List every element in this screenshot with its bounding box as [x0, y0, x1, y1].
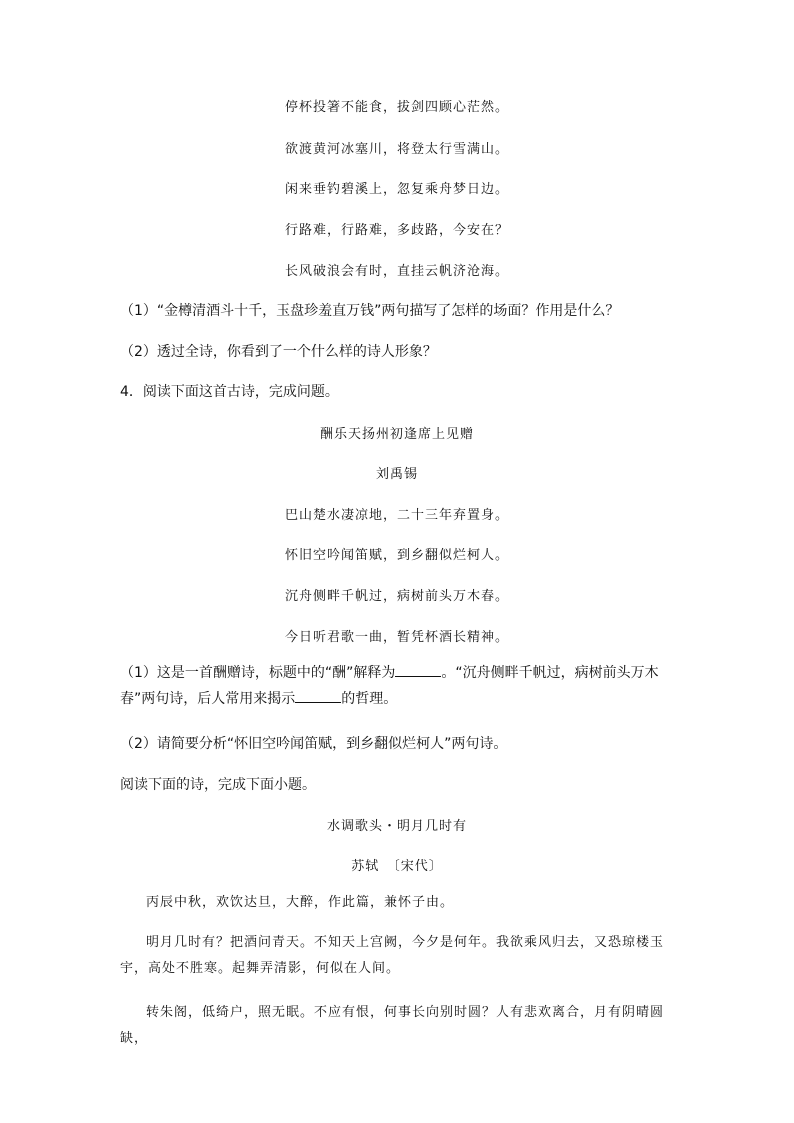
poem-line: 长风破浪会有时，直挂云帆济沧海。: [284, 264, 509, 279]
poem-line: 沉舟侧畔千帆过，病树前头万木春。: [284, 589, 509, 604]
poem-paragraph: 明月几时有？把酒问青天。不知天上宫阙，今夕是何年。我欲乘风归去，又恐琼楼玉宇，高处不胜寒。起舞弄清影，何似在人间。: [120, 935, 665, 976]
poem-title: 水调歌头・明月几时有: [326, 819, 467, 834]
poem-author: 苏轼 〔宋代〕: [351, 859, 443, 874]
question-4-1: （1）这是一首酬赠诗，标题中的“酬”解释为 。“沉舟侧畔千帆过，病树前头万木春”两句诗，后人常用来揭示 的哲理。: [120, 665, 659, 707]
poem-line: 怀旧空吟闻笛赋，到乡翻似烂柯人。: [284, 548, 509, 563]
question-4-2: （2）请简要分析“怀旧空吟闻笛赋，到乡翻似烂柯人”两句诗。: [120, 736, 508, 752]
poem-line: 停杯投箸不能食，拔剑四顾心茫然。: [284, 100, 509, 115]
poem-paragraph: 转朱阁，低绮户，照无眠。不应有恨，何事长向别时圆？人有悲欢离合，月有阴晴圆缺，: [120, 1005, 665, 1046]
poem-author: 刘禹锡: [375, 467, 418, 482]
poem-preface: 丙辰中秋，欢饮达旦，大醉，作此篇，兼怀子由。: [146, 895, 455, 910]
answer-blank[interactable]: [295, 690, 341, 703]
poem-line: 巴山楚水凄凉地，二十三年弃置身。: [284, 508, 509, 523]
poem-line: 闲来垂钓碧溪上，忽复乘舟梦日边。: [284, 182, 509, 197]
poem-line: 行路难，行路难，多歧路，今安在？: [284, 223, 509, 238]
question-5-prompt: 阅读下面的诗，完成下面小题。: [120, 777, 316, 793]
poem-line: 今日听君歌一曲，暂凭杯酒长精神。: [284, 630, 509, 645]
poem-title: 酬乐天扬州初逢席上见赠: [319, 427, 474, 442]
question-3-2: （2）透过全诗，你看到了一个什么样的诗人形象？: [120, 344, 437, 360]
question-3-1: （1）“金樽清酒斗十千，玉盘珍羞直万钱”两句描写了怎样的场面？作用是什么？: [120, 303, 620, 319]
answer-blank[interactable]: [395, 664, 441, 677]
poem-line: 欲渡黄河冰塞川，将登太行雪满山。: [284, 142, 509, 157]
question-4-prompt: 4．阅读下面这首古诗，完成问题。: [120, 384, 339, 400]
